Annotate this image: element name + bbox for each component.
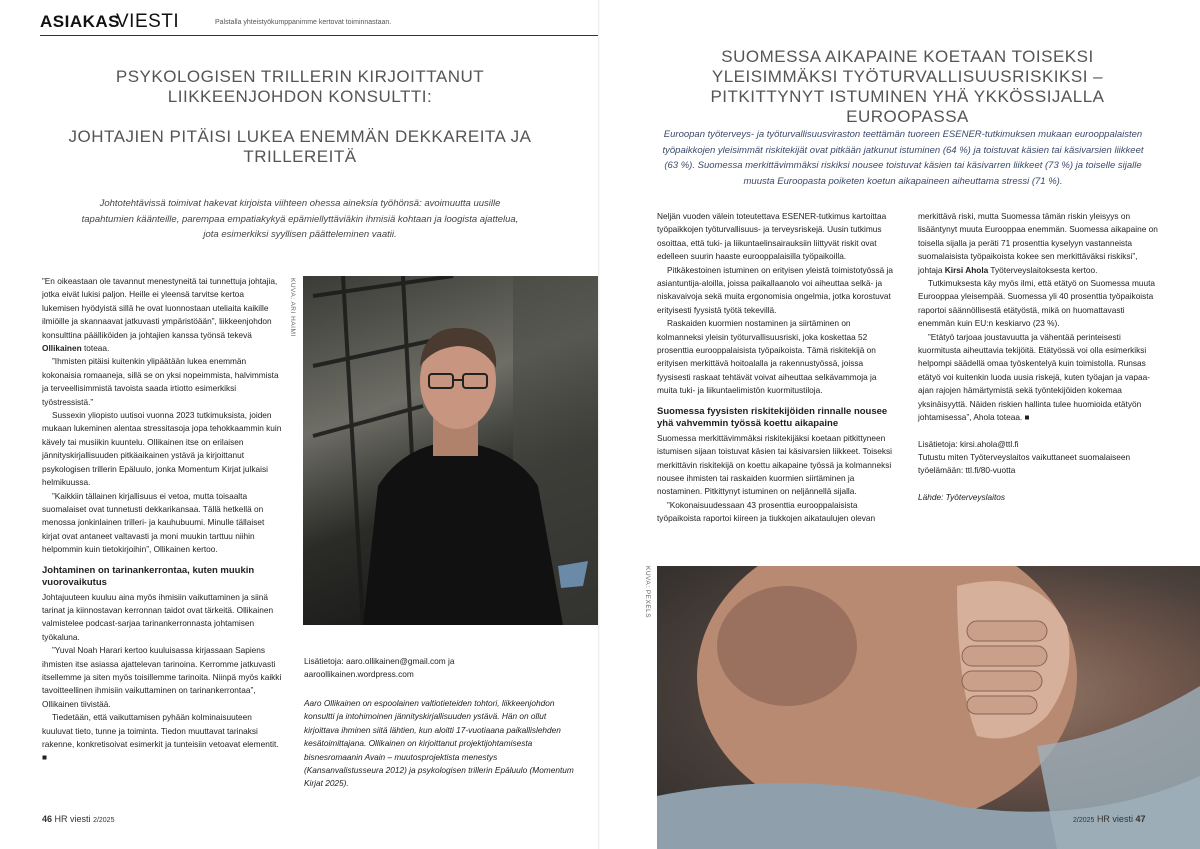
section-header — [40, 12, 600, 36]
neck-illustration — [657, 566, 1200, 849]
subheading: Suomessa fyysisten riskitekijöiden rinnalle nousee yhä vahvemmin työssä koettu aikapaine — [657, 405, 888, 430]
photo-credit: KUVA: ARI HAIMI — [289, 278, 296, 337]
page-number: 46 — [42, 814, 53, 824]
body-text: merkittävä riski, mutta Suomessa tämän riskin yleisyys on lisääntynyt muuta Eurooppaa enemmän. Suomessa aikapaine on toisella sijalla ja peräti 71 prosenttia kyselyyn vastanneista suomalaisista työpaikoista kokee sen merkittäväksi riskiksi”, johtaja — [918, 211, 1158, 275]
body-paragraph: Suomessa merkittävimmäksi riskitekijäksi koetaan pitkittyneen istumisen sijaan toistuvat käsien tai käsivarsien liikkeet. Toiseksi merkittävin riskitekijä on koettu aikapaine työssä ja kolmanneksi nousee ihmisten tai raskaiden kuormien siirtäminen ja nostaminen. Pitkittynyt istuminen on neljännellä sijalla. — [657, 432, 893, 497]
left-body-column — [42, 275, 282, 765]
portrait-photo — [303, 276, 600, 625]
page-footer-left — [42, 814, 114, 824]
body-paragraph: ”Etätyö tarjoaa joustavuutta ja vähentää perinteisesti kuormitusta aiheuttavia tekijöitä. Etätyössä voi olla esimerkiksi helpompi säädellä omaa työskentelyä kuin toimistolla. Runsas etätyö voi kuitenkin luoda uusia riskejä, kuten työajan ja vapaa-ajan rajojen hämärtymistä sekä työntekijöiden kokemaa yksinäisyyttä. Näiden riskien hallinta tulee huomioida etätyön johtamisessa”, Ahola toteaa. ■ — [918, 331, 1150, 423]
body-paragraph: Tutkimuksesta käy myös ilmi, että etätyö on Suomessa muuta Eurooppaa yleisempää. Suomessa yli 40 prosenttia työpaikoista raportoi säännöllisestä etätyöstä, mikä on huomattavasti enemmän kuin EU:n keskiarvo (23 %). — [918, 278, 1156, 329]
section-label-asiakas: ASIAKAS — [40, 12, 121, 31]
body-paragraph: ”Kokonaisuudessaan 43 prosenttia eurooppalaisista työpaikoista raportoi kiireen ja tiukkojen aikataulujen olevan — [657, 499, 876, 524]
contact-info: Lisätietoja: kirsi.ahola@ttl.fi — [918, 438, 1019, 449]
issue-number: 2/2025 — [93, 817, 115, 824]
body-text: toteaa. — [83, 343, 110, 354]
section-label-viesti: VIESTI — [116, 11, 180, 32]
section-tagline: Palstalla yhteistyökumppanimme kertovat toiminnastaan. — [215, 19, 392, 26]
body-paragraph: Johtajuuteen kuuluu aina myös ihmisiin vaikuttaminen ja siinä tarinat ja kiinnostavan kerronnan taidot ovat tärkeitä. Ollikainen valmistelee podcast-sarjaa tarinankerronnasta johtamisen työkaluna. — [42, 591, 274, 642]
right-body-column-2 — [918, 210, 1161, 504]
body-paragraph — [918, 210, 1161, 277]
magazine-name: HR viesti — [1096, 814, 1133, 824]
article-title-part-1: PSYKOLOGISEN TRILLERIN KIRJOITTANUT LIIKKEENJOHDON KONSULTTI: — [115, 67, 485, 106]
body-paragraph: Tiedetään, että vaikuttamisen pyhään kolminaisuuteen kuuluvat tieto, tunne ja toiminta. Tiedon muuttavat tarinaksi rakenne, konkretisoivat esimerkit ja tunteisiin vetoavat elementit. ■ — [42, 712, 279, 763]
contact-info: Lisätietoja: aaro.ollikainen@gmail.com ja aaroollikainen.wordpress.com — [304, 656, 455, 680]
neck-pain-photo — [657, 566, 1200, 849]
right-page — [600, 0, 1200, 849]
body-paragraph: ”Ihmisten pitäisi kuitenkin ylipäätään lukea enemmän kokonaisia romaaneja, sillä se on yksi nopeimmista, halvimmista ja terveellisimmistä tavoista saada irtiotto esimerkiksi työstressistä.” — [42, 356, 279, 407]
right-body-column-1 — [657, 210, 897, 526]
article-lead: Johtotehtävissä toimivat hakevat kirjoista viihteen ohessa aineksia työhönsä: avoimuutta uusille tapahtumien käänteille, parempaa empatiakykyä epämiellyttäviäkin ihmisiä kohtaan ja loogista ajattelua, jota esimerkiksi syyllisen päätteleminen vaatii. — [81, 198, 519, 240]
article-lead: Euroopan työterveys- ja työturvallisuusviraston teettämän tuoreen ESENER-tutkimuksen mukaan eurooppalaisten työpaikkojen yleisimmät riskitekijät ovat pitkään jatkunut istuminen (64 %) ja toistuvat käsien tai käsivarsien liikkeet (63 %). Suomessa merkittävimmäksi riskiksi nousee toistuvat käsien tai käsivarren liikkeet (73 %) ja toiselle sijalle muusta Euroopasta poiketen koetun aikapaineen aiheuttama stressi (71 %). — [662, 129, 1144, 187]
body-paragraph: ”Yuval Noah Harari kertoo kuuluisassa kirjassaan Sapiens ihmisten itse asiassa ajattelevan tarinoina. Kerromme jatkuvasti itsellemme ja siten myös toisillemme tarinoita. Niinpä myös kaikki tavoitteellinen ihmisiin vaikuttaminen on tarinankerrontaa”, Ollikainen tiivistää. — [42, 645, 282, 709]
article-title: SUOMESSA AIKAPAINE KOETAAN TOISEKSI YLEISIMMÄKSI TYÖTURVALLISUUSRISKIKSI – PITKITTYNYT ISTUMINEN YHÄ YKKÖSSIJALLA EUROOPASSA — [710, 47, 1105, 126]
page-number: 47 — [1135, 814, 1146, 824]
body-paragraph: Pitkäkestoinen istuminen on erityisen yleistä toimistotyössä ja asiantuntija-aloilla, joissa paikallaanolo voi aiheuttaa selkä- ja niskavaivoja sekä muita ergonomisia ongelmia, jotka korostuvat erityisesti fyysistä työtä tekevillä. — [657, 264, 893, 315]
body-paragraph: Sussexin yliopisto uutisoi vuonna 2023 tutkimuksista, joiden mukaan lukeminen alentaa stressitasoja jopa tehokkaammin kuin kävely tai musiikin kuuntelu. Ollikainen itse on erilaisen jännityskirjallisuuden pitkäaikainen ystävä ja kirjoittanut psykologisen trillerin Epäluulo, jonka Momentum Kirjat julkaisi helmikuussa. — [42, 410, 282, 488]
link-info: Tutustu miten Työterveyslaitos vaikuttaneet suomalaiseen työelämään: ttl.fi/80-vuotta — [918, 451, 1131, 476]
photo-credit: KUVA: PEXELS — [644, 566, 651, 619]
portrait-illustration — [303, 276, 600, 625]
body-paragraph — [42, 275, 282, 355]
article-title-part-2: JOHTAJIEN PITÄISI LUKEA ENEMMÄN DEKKAREITA JA TRILLEREITÄ — [68, 127, 532, 166]
issue-number: 2/2025 — [1073, 817, 1095, 824]
magazine-name: HR viesti — [54, 814, 91, 824]
body-paragraph: Raskaiden kuormien nostaminen ja siirtäminen on kolmanneksi yleisin työturvallisuusriski, joka koskettaa 52 prosenttia eurooppalaisista työpaikoista. Tämä riskitekijä on erityisen merkittävä hoitoalalla ja rakennustyössä, joissa fyysisesti raskaat tehtävät voivat aiheuttaa selkävammoja ja muita tuki- ja liikuntaelimistön kuormitustiloja. — [657, 318, 877, 396]
body-paragraph: Neljän vuoden välein toteutettava ESENER-tutkimus kartoittaa työpaikkojen työturvallisuus- ja terveysriskejä. Uusin tutkimus osoittaa, että tuki- ja liikuntaelinsairauksiin liittyvät riskit ovat edelleen suurin haaste eurooppalaisilla työpaikoilla. — [657, 211, 887, 262]
body-text: Työterveyslaitoksesta kertoo. — [990, 264, 1098, 275]
body-paragraph: ”Kaikkiin tällainen kirjallisuus ei vetoa, mutta toisaalta suomalaiset ovat tunnetusti dekkarikansaa. Tällä hetkellä on menossa jonkinlainen trilleri- ja kauhubuumi. Minulle tällaiset kirjat ovat antaneet valtavasti ja moni muukin tarttuu niihin helpommin kuin tietokirjoihin”, Ollikainen kertoo. — [42, 490, 265, 555]
body-text: ”En oikeastaan ole tavannut menestyneitä tai tunnettuja johtajia, jotka eivät lukisi paljon. Heille ei yleensä tarvitse kertoa lukemisen hyödyistä sillä he ovat luonnostaan uteliaita kaikille ilmiöille ja skannaavat jatkuvasti ympäristöään”, liikkeenjohdon konsulttina päälliköiden ja johtajien kanssa työnsä tekevä — [42, 276, 278, 340]
author-bio: Aaro Ollikainen on espoolainen valtiotieteiden tohtori, liikkeenjohdon konsultti ja intohimoinen jännityskirjallisuuden ystävä. Hän on ollut kirjoittava ihminen siitä lähtien, kun aloitti 17-vuotiaana paikallislehden kesätoimittajana. Ollikainen on kirjoittanut projektijohtamisesta bisnesromaanin Avain – muutosprojektista menestys (Kansanvalistusseura 2012) ja psykologisen trillerin Epäluulo (Momentum Kirjat 2025). — [304, 698, 574, 789]
person-name: Kirsi Ahola — [944, 264, 989, 275]
subheading: Johtaminen on tarinankerrontaa, kuten muukin vuorovaikutus — [42, 564, 255, 589]
source-note: Lähde: Työterveyslaitos — [918, 491, 1006, 502]
person-name: Ollikainen — [42, 343, 82, 354]
page-footer-right — [1073, 814, 1145, 824]
